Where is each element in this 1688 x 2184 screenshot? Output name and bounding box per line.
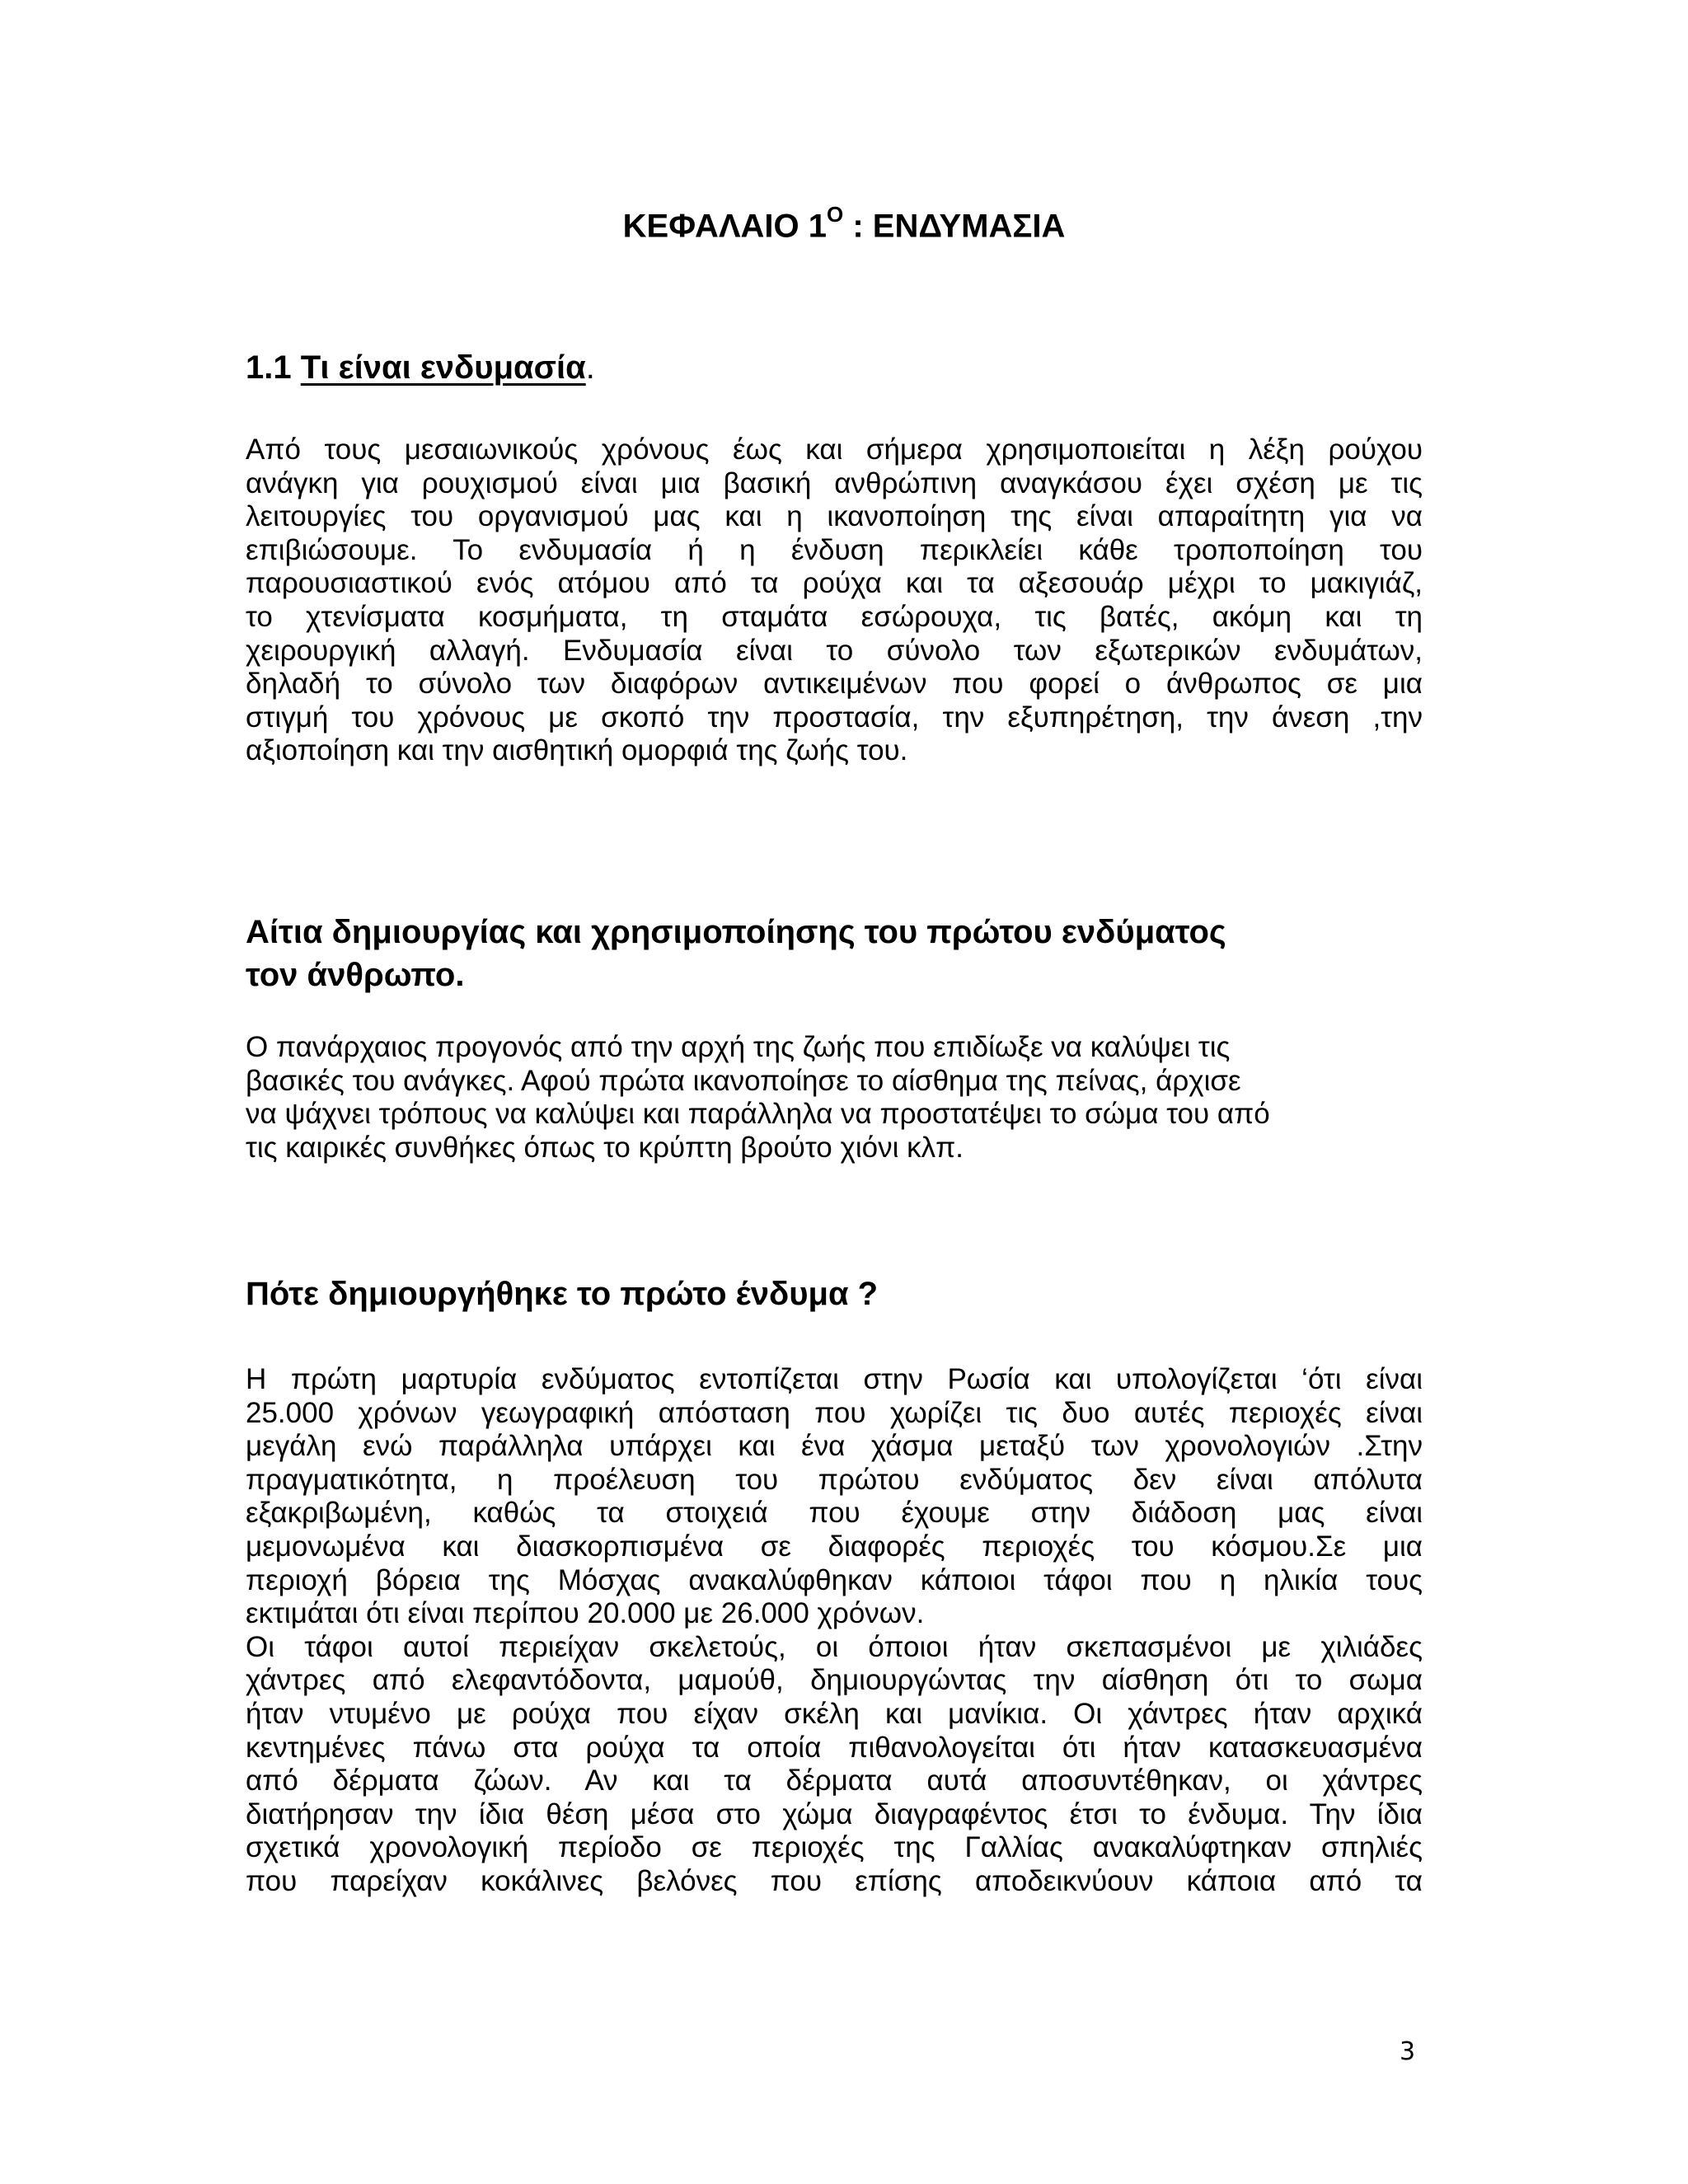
- section-paragraph: [246, 434, 1423, 768]
- chapter-title: [0, 196, 1688, 247]
- chapter-title-suffix: : ΕΝΔΥΜΑΣΙΑ: [843, 208, 1066, 245]
- paragraph-line: περιοχή βόρεια της Μόσχας ανακαλύφθηκαν κάποιοι τάφοι που η ηλικία τους: [246, 1563, 1423, 1596]
- paragraph-line: εκτιμάται ότι είναι περίπου 20.000 με 26.000 χρόνων.: [246, 1597, 925, 1630]
- section-heading-line: Αίτια δημιουργίας και χρησιμοποίησης του πρώτου ενδύματος: [246, 914, 1226, 950]
- paragraph-line: μεγάλη ενώ παράλληλα υπάρχει και ένα χάσμα μεταξύ των χρονολογιών .Στην: [246, 1430, 1423, 1463]
- section-heading: [246, 346, 1423, 389]
- paragraph-line: Από τους μεσαιωνικούς χρόνους έως και σήμερα χρησιμοποιείται η λέξη ρούχου: [246, 434, 1423, 466]
- paragraph-line: ανάγκη για ρουχισμού είναι μια βασική ανθρώπινη αναγκάσου έχει σχέση με τις: [246, 466, 1423, 499]
- paragraph-line: Οι τάφοι αυτοί περιείχαν σκελετούς, οι όποιοι ήταν σκεπασμένοι με χιλιάδες: [246, 1630, 1423, 1663]
- paragraph-line: 25.000 χρόνων γεωγραφική απόσταση που χωρίζει τις δυο αυτές περιοχές είναι: [246, 1396, 1423, 1429]
- paragraph-line: παρουσιαστικού ενός ατόμου από τα ρούχα και τα αξεσουάρ μέχρι το μακιγιάζ,: [246, 567, 1423, 600]
- paragraph-line: σχετικά χρονολογική περίοδο σε περιοχές της Γαλλίας ανακαλύφτηκαν σπηλιές: [246, 1831, 1423, 1864]
- section-paragraph: [246, 1031, 1423, 1165]
- paragraph-line: Η πρώτη μαρτυρία ενδύματος εντοπίζεται στην Ρωσία και υπολογίζεται ‘ότι είναι: [246, 1363, 1423, 1395]
- paragraph-line: το χτενίσματα κοσμήματα, τη σταμάτα εσώρουχα, τις βατές, ακόμη και τη: [246, 600, 1423, 633]
- paragraph-line: τις καιρικές συνθήκες όπως το κρύπτη βρούτο χιόνι κλπ.: [246, 1131, 964, 1164]
- section-heading: Πότε δημιουργήθηκε το πρώτο ένδυμα ?: [246, 1276, 879, 1312]
- paragraph-line: δηλαδή το σύνολο των διαφόρων αντικειμένων που φορεί ο άνθρωπος σε μια: [246, 668, 1423, 701]
- section-heading-line: τον άνθρωπο.: [246, 957, 465, 993]
- section-title-period: .: [585, 349, 595, 386]
- paragraph-line: χάντρες από ελεφαντόδοντα, μαμούθ, δημιουργώντας την αίσθηση ότι το σωμα: [246, 1664, 1423, 1697]
- section-what-is-clothing: [246, 346, 1423, 768]
- section-causes-of-first-garment: [246, 911, 1423, 1165]
- paragraph-line: εξακριβωμένη, καθώς τα στοιχειά που έχουμε στην διάδοση μας είναι: [246, 1497, 1423, 1530]
- paragraph-line: βασικές του ανάγκες. Αφού πρώτα ικανοποίησε το αίσθημα της πείνας, άρχισε: [246, 1064, 1241, 1097]
- paragraph-line: διατήρησαν την ίδια θέση μέσα στο χώμα διαγραφέντος έτσι το ένδυμα. Την ίδια: [246, 1797, 1423, 1830]
- paragraph-line: να ψάχνει τρόπους να καλύψει και παράλληλα να προστατέψει το σώμα του από: [246, 1098, 1270, 1131]
- paragraph-line: λειτουργίες του οργανισμού μας και η ικανοποίηση της είναι απαραίτητη για να: [246, 500, 1423, 533]
- paragraph-line: Ο πανάρχαιος προγονός από την αρχή της ζωής που επιδίωξε να καλύψει τις: [246, 1031, 1231, 1063]
- section-number: 1.1: [246, 349, 301, 386]
- paragraph-line: στιγμή του χρόνους με σκοπό την προστασία, την εξυπηρέτηση, την άνεση ,την: [246, 701, 1423, 733]
- paragraph-line: αξιοποίηση και την αισθητική ομορφιά της ζωής του.: [246, 734, 908, 767]
- section-paragraph: [246, 1363, 1423, 1899]
- paragraph-line: ήταν ντυμένο με ρούχα που είχαν σκέλη και μανίκια. Οι χάντρες ήταν αρχικά: [246, 1697, 1423, 1730]
- paragraph-line: μεμονωμένα και διασκορπισμένα σε διαφορές περιοχές του κόσμου.Σε μια: [246, 1530, 1423, 1563]
- page-number: 3: [1400, 2037, 1416, 2066]
- paragraph-line: κεντημένες πάνω στα ρούχα τα οποία πιθανολογείται ότι ήταν κατασκευασμένα: [246, 1731, 1423, 1764]
- paragraph-line: επιβιώσουμε. Το ενδυμασία ή η ένδυση περικλείει κάθε τροποποίηση του: [246, 533, 1423, 566]
- section-heading: [246, 911, 1423, 996]
- section-title: Τι είναι ενδυμασία: [300, 349, 586, 386]
- paragraph-line: χειρουργική αλλαγή. Ενδυμασία είναι το σύνολο των εξωτερικών ενδυμάτων,: [246, 634, 1423, 667]
- paragraph-line: πραγματικότητα, η προέλευση του πρώτου ενδύματος δεν είναι απόλυτα: [246, 1463, 1423, 1496]
- paragraph-line: που παρείχαν κοκάλινες βελόνες που επίσης αποδεικνύουν κάποια από τα: [246, 1864, 1423, 1897]
- paragraph-line: από δέρματα ζώων. Αν και τα δέρματα αυτά αποσυντέθηκαν, οι χάντρες: [246, 1765, 1423, 1797]
- section-when-first-garment: [246, 1272, 1423, 1899]
- chapter-title-superscript: Ο: [827, 202, 844, 227]
- chapter-title-prefix: ΚΕΦΑΛΑΙΟ 1: [622, 208, 827, 245]
